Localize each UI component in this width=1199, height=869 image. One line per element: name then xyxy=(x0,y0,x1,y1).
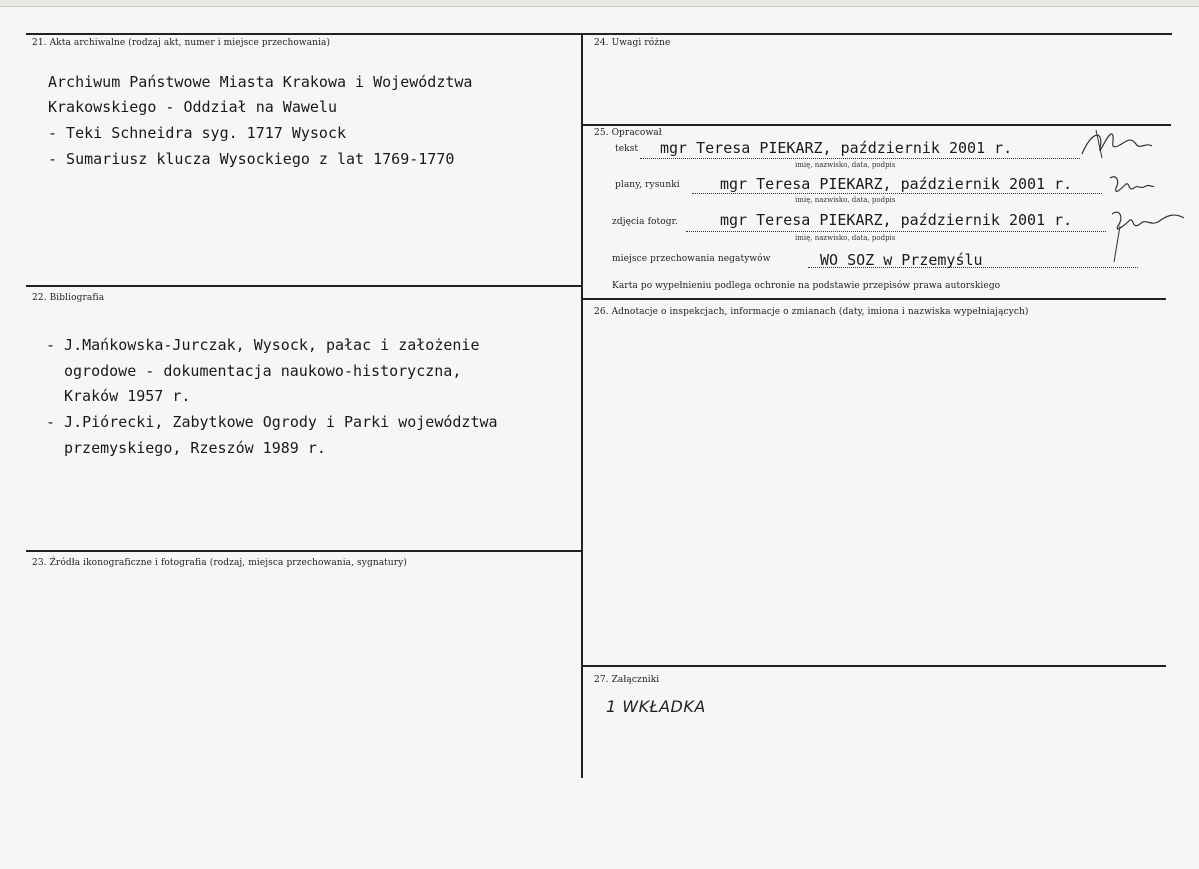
tekst-value: mgr Teresa PIEKARZ, październik 2001 r. xyxy=(660,139,1013,157)
zdjecia-caption: imię, nazwisko, data, podpis xyxy=(795,234,896,242)
negatywy-value: WO SOZ w Przemyślu xyxy=(820,251,983,269)
section-22-line-5: przemyskiego, Rzeszów 1989 r. xyxy=(64,439,326,457)
section-24-label: 24. Uwagi różne xyxy=(594,38,671,48)
section-23-label: 23. Źródła ikonograficzne i fotografia (rodzaj, miejsca przechowania, sygnatury) xyxy=(32,558,407,568)
plany-caption: imię, nazwisko, data, podpis xyxy=(795,196,896,204)
section-21-line-4: - Sumariusz klucza Wysockiego z lat 1769-1770 xyxy=(48,150,455,168)
signature-zdjecia xyxy=(1106,204,1192,268)
section-22-line-2: ogrodowe - dokumentacja naukowo-historyczna, xyxy=(64,362,462,380)
zdjecia-value: mgr Teresa PIEKARZ, październik 2001 r. xyxy=(720,211,1073,229)
section-21-label: 21. Akta archiwalne (rodzaj akt, numer i miejsce przechowania) xyxy=(32,38,331,48)
section-21-line-2: Krakowskiego - Oddział na Wawelu xyxy=(48,98,337,116)
rule-26-27 xyxy=(582,665,1166,667)
rule-22-23 xyxy=(26,550,582,552)
section-22-line-4: - J.Piórecki, Zabytkowe Ogrody i Parki województwa xyxy=(46,413,498,431)
signature-tekst xyxy=(1078,124,1158,166)
section-22-label: 22. Bibliografia xyxy=(32,293,105,303)
rule-25-26 xyxy=(582,298,1166,300)
section-25-label: 25. Opracował xyxy=(594,128,662,138)
tekst-label: tekst xyxy=(615,144,639,154)
section-21-line-1: Archiwum Państwowe Miasta Krakowa i Województwa xyxy=(48,73,473,91)
section-26-label: 26. Adnotacje o inspekcjach, informacje o zmianach (daty, imiona i nazwiska wypełniających) xyxy=(594,307,1029,317)
section-27-value: 1 WKŁADKA xyxy=(606,697,706,716)
top-rule xyxy=(26,33,1172,35)
card-top-edge xyxy=(0,0,1199,7)
rule-21-22 xyxy=(26,285,582,287)
section-22-line-1: - J.Mańkowska-Jurczak, Wysock, pałac i założenie xyxy=(46,336,480,354)
section-22-line-3: Kraków 1957 r. xyxy=(64,387,191,405)
plany-value: mgr Teresa PIEKARZ, październik 2001 r. xyxy=(720,175,1073,193)
negatywy-label: miejsce przechowania negatywów xyxy=(612,254,771,264)
copyright-note: Karta po wypełnieniu podlega ochronie na podstawie przepisów prawa autorskiego xyxy=(612,281,1001,291)
zdjecia-label: zdjęcia fotogr. xyxy=(612,217,678,227)
plany-label: plany, rysunki xyxy=(615,180,680,190)
section-21-line-3: - Teki Schneidra syg. 1717 Wysock xyxy=(48,124,347,142)
tekst-caption: imię, nazwisko, data, podpis xyxy=(795,161,896,169)
section-27-label: 27. Załączniki xyxy=(594,675,660,685)
signature-plany xyxy=(1106,170,1156,204)
